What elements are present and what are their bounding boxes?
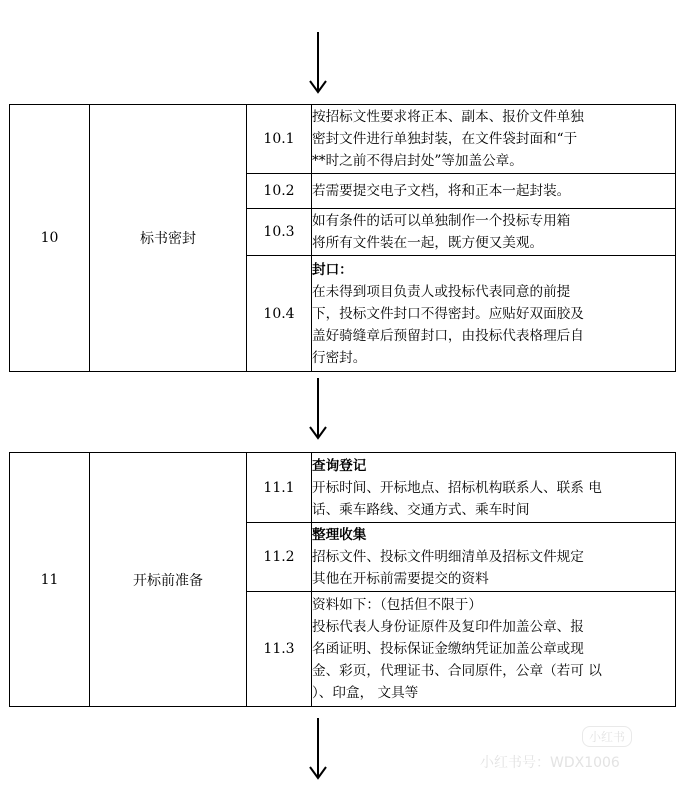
watermark-id: 小红书号：WDX1006 [480, 755, 620, 771]
sub-step-number: 11.2 [247, 523, 312, 592]
flow-arrow [306, 32, 330, 94]
flow-arrow [306, 718, 330, 780]
sub-step-heading: 整理收集 [312, 527, 367, 543]
sub-step-description: 若需要提交电子文档，将和正本一起封装。 [312, 174, 676, 209]
sub-step-description: 按招标文性要求将正本、副本、报价文件单独 密封文件进行单独封装，在文件袋封面和“于 **时之前不得启封处”等加盖公章。 [312, 105, 676, 174]
flow-arrow [306, 378, 330, 440]
step-title: 开标前准备 [90, 453, 247, 707]
sub-step-number: 11.1 [247, 453, 312, 523]
step-title: 标书密封 [90, 105, 247, 372]
step-number: 10 [10, 105, 90, 372]
section-11-table [9, 452, 676, 707]
down-arrow-icon [306, 718, 330, 780]
down-arrow-icon [306, 32, 330, 94]
sub-step-description: 整理收集 招标文件、投标文件明细清单及招标文件规定 其他在开标前需要提交的资料 [312, 523, 676, 592]
sub-step-description: 如有条件的话可以单独制作一个投标专用箱 将所有文件装在一起，既方便又美观。 [312, 209, 676, 256]
down-arrow-icon [306, 378, 330, 440]
sub-step-description: 资料如下：（包括但不限于） 投标代表人身份证原件及复印件加盖公章、报 名函证明、投标保证金缴纳凭证加盖公章或现 金、彩页，代理证书、合同原件，公章（若可 以 ）、印盒， 文具等 [312, 592, 676, 707]
sub-step-number: 10.1 [247, 105, 312, 174]
sub-step-description: 封口： 在未得到项目负责人或投标代表同意的前提 下，投标文件封口不得密封。应贴好双面胶及 盖好骑缝章后预留封口，由投标代表格理后自 行密封。 [312, 256, 676, 372]
section-10-table [9, 104, 676, 372]
sub-step-heading: 封口： [312, 261, 353, 278]
sub-step-description: 查询登记 开标时间、开标地点、招标机构联系人、联系 电 话、乘车路线、交通方式、乘车时间 [312, 453, 676, 523]
sub-step-number: 11.3 [247, 592, 312, 707]
sub-step-heading: 查询登记 [312, 457, 367, 474]
sub-step-number: 10.2 [247, 174, 312, 209]
sub-step-number: 10.4 [247, 256, 312, 372]
watermark [478, 726, 648, 774]
sub-step-number: 10.3 [247, 209, 312, 256]
watermark-logo: 小红书 [582, 726, 632, 747]
step-number: 11 [10, 453, 90, 707]
